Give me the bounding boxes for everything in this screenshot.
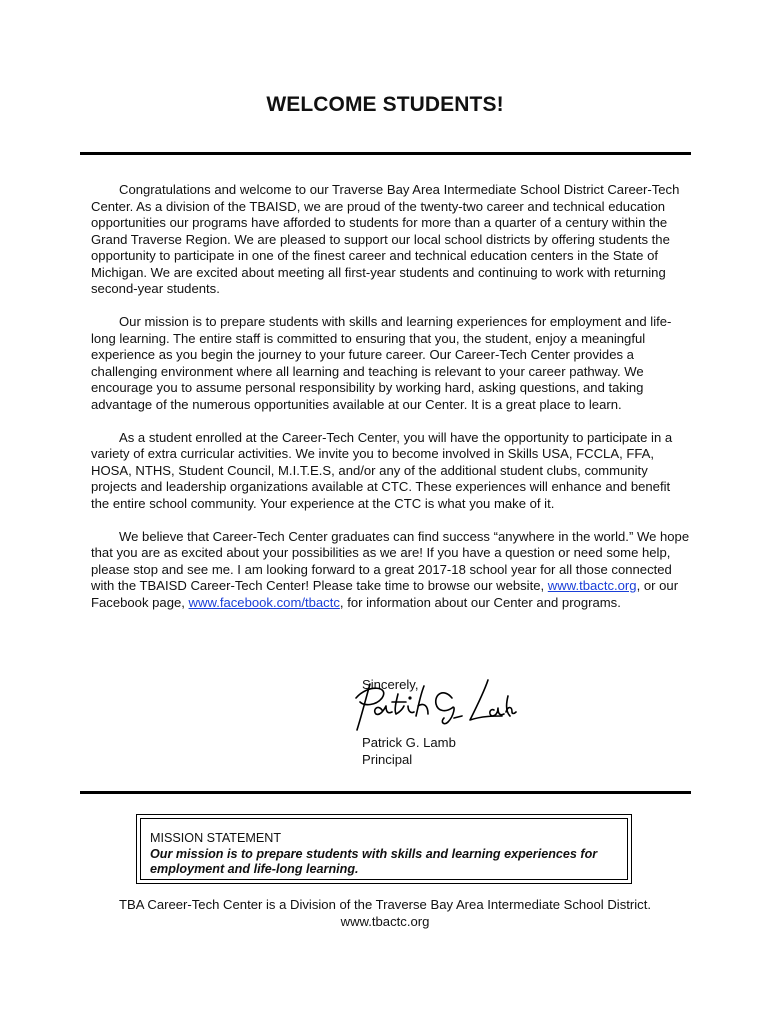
bottom-divider [80,791,691,794]
page-title: WELCOME STUDENTS! [266,93,504,116]
website-link[interactable]: www.tbactc.org [547,578,637,593]
footer-website: www.tbactc.org [340,913,430,929]
mission-text: Our mission is to prepare students with skills and learning experiences for employment and life-long learning. [150,846,598,876]
mission-statement-box [136,814,632,884]
paragraph-mission: Our mission is to prepare students with skills and learning experiences for employment and life-long learning. The entire staff is committed to ensuring that you, the student, enjoy a meaningful experience as you begin the journey to your future career. Our Career-Tech Center provides a challenging environment where all learning and teaching is relevant to your career pathway. We encourage you to assume personal responsibility by working hard, asking questions, and taking advantage of the numerous opportunities available at our Center. It is a great place to learn. [91,314,672,412]
salutation: Sincerely, [362,677,419,692]
letter-body [91,182,691,628]
footer-division-text: TBA Career-Tech Center is a Division of the Traverse Bay Area Intermediate School District. [119,897,651,912]
signature-image [348,676,518,736]
top-divider [80,152,691,155]
footer [0,897,770,930]
mission-heading: MISSION STATEMENT [150,831,282,845]
signer-name: Patrick G. Lamb [362,735,456,750]
paragraph-closing [91,529,691,612]
signer-block [362,734,456,768]
paragraph-activities: As a student enrolled at the Career-Tech Center, you will have the opportunity to participate in a variety of extra curricular activities. We invite you to become involved in Skills USA, FCCLA, FFA, HOSA, NTHS, Student Council, M.I.T.E.S, and/or any of the additional student clubs, community projects and leadership organizations available at CTC. These experiences will enhance and benefit the entire school community. Your experience at the CTC is what you make of it. [91,429,673,511]
paragraph-closing-text-middle: , or our Facebook page, [91,578,679,610]
paragraph-closing-text-after: , for information about our Center and programs. [339,594,621,610]
facebook-link[interactable]: www.facebook.com/tbactc [188,594,340,610]
paragraph-closing-text-before: We believe that Career-Tech Center graduates can find success “anywhere in the world.” We hope that you are as excited about your possibilities as we are! If you have a question or need some help, please stop and see me. I am looking forward to a great 2017-18 school year for all those connected with the TBAISD Career-Tech Center! Please take time to browse our website, [91,528,690,593]
signer-position: Principal [362,752,413,767]
paragraph-welcome: Congratulations and welcome to our Traverse Bay Area Intermediate School District Career-Tech Center. As a division of the TBAISD, we are proud of the twenty-two career and technical education opportunities our programs have afforded to students for more than a quarter of a century within the Grand Traverse Region. We are pleased to support our local school districts by offering students the opportunity to participate in one of the finest career and technical education centers in the State of Michigan. We are excited about meeting all first-year students and continuing to work with returning second-year students. [91,182,680,296]
